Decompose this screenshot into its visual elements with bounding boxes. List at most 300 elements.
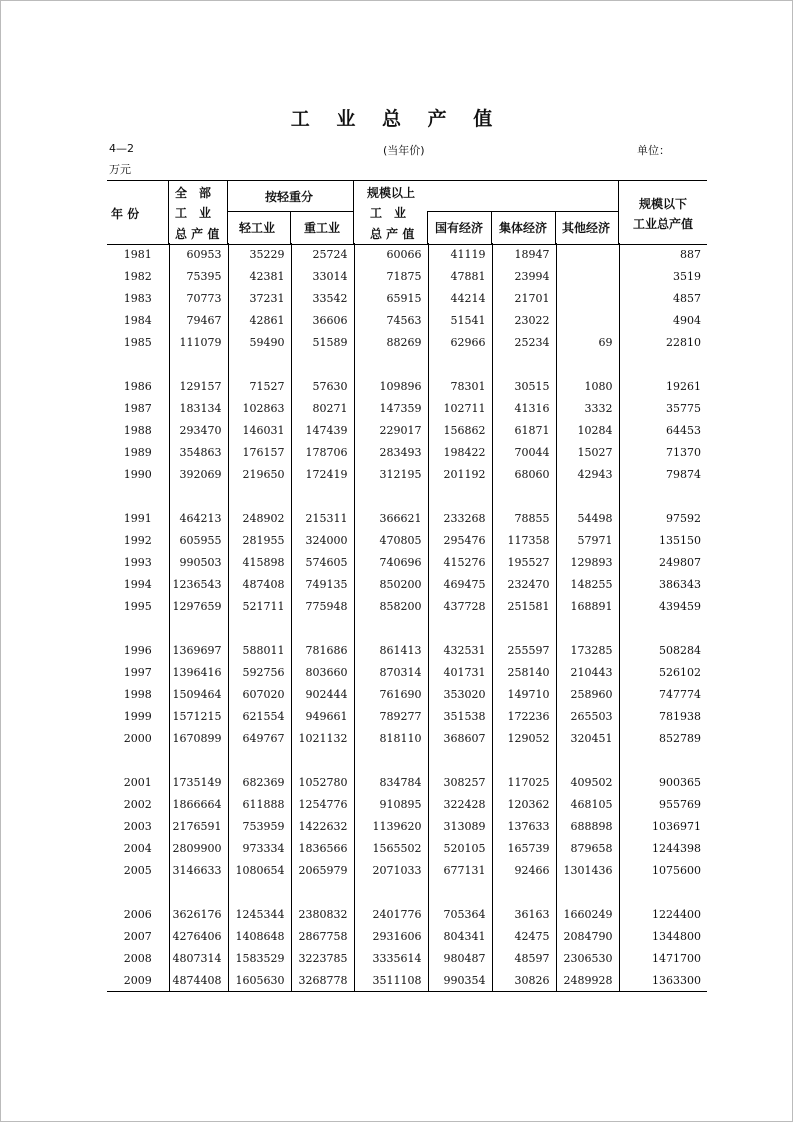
cell-year: 1988: [123, 423, 152, 437]
cell-above-scale: 818110: [354, 727, 428, 749]
cell-total: 293470: [169, 419, 228, 441]
cell-state: 47881: [428, 265, 492, 287]
cell-other: 173285: [556, 639, 619, 661]
cell-below-scale: 249807: [619, 551, 707, 573]
cell-collective: 70044: [492, 441, 556, 463]
cell-other: 57971: [556, 529, 619, 551]
cell-collective: 42475: [492, 925, 556, 947]
cell-year: 1993: [123, 555, 152, 569]
cell-year: 1982: [123, 269, 152, 283]
cell-light: 1583529: [228, 947, 291, 969]
cell-heavy: 57630: [291, 375, 354, 397]
cell-light: 219650: [228, 463, 291, 485]
cell-collective: 117358: [492, 529, 556, 551]
cell-heavy: 36606: [291, 309, 354, 331]
cell-above-scale: 229017: [354, 419, 428, 441]
cell-heavy: 949661: [291, 705, 354, 727]
cell-light: 42861: [228, 309, 291, 331]
cell-below-scale: 781938: [619, 705, 707, 727]
cell-total: 129157: [169, 375, 228, 397]
table-row: [107, 375, 707, 397]
table-row: [107, 793, 707, 815]
cell-collective: 30826: [492, 969, 556, 992]
header-above-line2: 工 业: [370, 206, 407, 220]
cell-collective: 117025: [492, 771, 556, 793]
cell-total: 1396416: [169, 661, 228, 683]
cell-heavy: 1254776: [291, 793, 354, 815]
cell-other: 168891: [556, 595, 619, 617]
cell-state: 51541: [428, 309, 492, 331]
cell-below-scale: 955769: [619, 793, 707, 815]
cell-heavy: 172419: [291, 463, 354, 485]
cell-above-scale: 858200: [354, 595, 428, 617]
table-row: [107, 727, 707, 749]
cell-other: 879658: [556, 837, 619, 859]
cell-other: 148255: [556, 573, 619, 595]
cell-collective: 30515: [492, 375, 556, 397]
cell-other: 1301436: [556, 859, 619, 881]
header-other: 其他经济: [562, 221, 611, 235]
table-row: [107, 925, 707, 947]
cell-total: 1236543: [169, 573, 228, 595]
cell-total: 1735149: [169, 771, 228, 793]
table-row: [107, 947, 707, 969]
cell-other: 1660249: [556, 903, 619, 925]
cell-above-scale: 147359: [354, 397, 428, 419]
table-header: [107, 180, 707, 245]
cell-collective: 48597: [492, 947, 556, 969]
cell-below-scale: 97592: [619, 507, 707, 529]
cell-below-scale: 35775: [619, 397, 707, 419]
cell-state: 233268: [428, 507, 492, 529]
header-below-line2: 工业总产值: [633, 217, 694, 231]
cell-heavy: 1836566: [291, 837, 354, 859]
cell-collective: 251581: [492, 595, 556, 617]
cell-year: 1994: [123, 577, 152, 591]
cell-light: 248902: [228, 507, 291, 529]
cell-year: 1996: [123, 643, 152, 657]
cell-year: 1999: [123, 709, 152, 723]
cell-collective: 172236: [492, 705, 556, 727]
cell-other: 320451: [556, 727, 619, 749]
cell-light: 176157: [228, 441, 291, 463]
cell-year: 2004: [123, 841, 152, 855]
group-spacer: [107, 749, 707, 771]
cell-total: 60953: [169, 243, 228, 265]
cell-collective: 41316: [492, 397, 556, 419]
cell-below-scale: 1224400: [619, 903, 707, 925]
cell-state: 980487: [428, 947, 492, 969]
cell-collective: 92466: [492, 859, 556, 881]
cell-state: 353020: [428, 683, 492, 705]
cell-below-scale: 887: [619, 243, 707, 265]
cell-collective: 120362: [492, 793, 556, 815]
cell-collective: 165739: [492, 837, 556, 859]
cell-year: 1984: [123, 313, 152, 327]
cell-collective: 195527: [492, 551, 556, 573]
cell-total: 1571215: [169, 705, 228, 727]
header-above-line1: 规模以上: [367, 186, 416, 200]
table-row: [107, 507, 707, 529]
cell-year: 1985: [123, 335, 152, 349]
cell-below-scale: 3519: [619, 265, 707, 287]
cell-light: 607020: [228, 683, 291, 705]
cell-other: 468105: [556, 793, 619, 815]
cell-total: 3146633: [169, 859, 228, 881]
cell-light: 621554: [228, 705, 291, 727]
cell-heavy: 749135: [291, 573, 354, 595]
cell-collective: 78855: [492, 507, 556, 529]
cell-total: 2809900: [169, 837, 228, 859]
header-total-line1: 全 部: [175, 186, 212, 200]
cell-above-scale: 1139620: [354, 815, 428, 837]
cell-heavy: 2065979: [291, 859, 354, 881]
cell-total: 1297659: [169, 595, 228, 617]
cell-collective: 129052: [492, 727, 556, 749]
cell-year: 2001: [123, 775, 152, 789]
cell-state: 415276: [428, 551, 492, 573]
cell-below-scale: 4904: [619, 309, 707, 331]
cell-other: 258960: [556, 683, 619, 705]
cell-total: 392069: [169, 463, 228, 485]
header-state: 国有经济: [435, 221, 484, 235]
table-row: [107, 815, 707, 837]
cell-heavy: 3268778: [291, 969, 354, 992]
cell-heavy: 324000: [291, 529, 354, 551]
cell-below-scale: 1075600: [619, 859, 707, 881]
cell-below-scale: 22810: [619, 331, 707, 353]
cell-other: 2489928: [556, 969, 619, 992]
cell-heavy: 1052780: [291, 771, 354, 793]
cell-light: 1080654: [228, 859, 291, 881]
cell-light: 753959: [228, 815, 291, 837]
cell-other: 42943: [556, 463, 619, 485]
cell-state: 990354: [428, 969, 492, 992]
group-spacer: [107, 881, 707, 903]
cell-total: 79467: [169, 309, 228, 331]
cell-above-scale: 3511108: [354, 969, 428, 992]
cell-below-scale: 1244398: [619, 837, 707, 859]
cell-other: 15027: [556, 441, 619, 463]
cell-year: 1983: [123, 291, 152, 305]
cell-state: 401731: [428, 661, 492, 683]
cell-light: 973334: [228, 837, 291, 859]
cell-year: 1981: [123, 247, 152, 261]
cell-year: 2002: [123, 797, 152, 811]
cell-above-scale: 470805: [354, 529, 428, 551]
cell-state: 368607: [428, 727, 492, 749]
cell-heavy: 1422632: [291, 815, 354, 837]
cell-state: 804341: [428, 925, 492, 947]
cell-above-scale: 910895: [354, 793, 428, 815]
cell-state: 44214: [428, 287, 492, 309]
cell-year: 1987: [123, 401, 152, 415]
unit-value: 万元: [109, 163, 131, 176]
cell-year: 1997: [123, 665, 152, 679]
cell-state: 437728: [428, 595, 492, 617]
cell-total: 3626176: [169, 903, 228, 925]
cell-light: 59490: [228, 331, 291, 353]
cell-above-scale: 88269: [354, 331, 428, 353]
table-row: [107, 309, 707, 331]
cell-year: 1995: [123, 599, 152, 613]
cell-year: 1990: [123, 467, 152, 481]
cell-light: 415898: [228, 551, 291, 573]
cell-total: 1369697: [169, 639, 228, 661]
cell-other: 688898: [556, 815, 619, 837]
cell-year: 2005: [123, 863, 152, 877]
cell-light: 682369: [228, 771, 291, 793]
cell-below-scale: 439459: [619, 595, 707, 617]
cell-above-scale: 2931606: [354, 925, 428, 947]
cell-heavy: 33014: [291, 265, 354, 287]
cell-above-scale: 2071033: [354, 859, 428, 881]
cell-above-scale: 740696: [354, 551, 428, 573]
cell-below-scale: 71370: [619, 441, 707, 463]
cell-heavy: 803660: [291, 661, 354, 683]
cell-light: 102863: [228, 397, 291, 419]
cell-collective: 68060: [492, 463, 556, 485]
cell-light: 146031: [228, 419, 291, 441]
table-row: [107, 661, 707, 683]
header-light-heavy: 按轻重分: [265, 190, 314, 204]
cell-below-scale: 4857: [619, 287, 707, 309]
cell-state: 156862: [428, 419, 492, 441]
table-row: [107, 529, 707, 551]
cell-year: 2008: [123, 951, 152, 965]
cell-above-scale: 312195: [354, 463, 428, 485]
cell-other: 2084790: [556, 925, 619, 947]
header-year: 年 份: [111, 207, 140, 221]
cell-heavy: 33542: [291, 287, 354, 309]
group-spacer: [107, 617, 707, 639]
cell-above-scale: 283493: [354, 441, 428, 463]
cell-state: 520105: [428, 837, 492, 859]
cell-above-scale: 71875: [354, 265, 428, 287]
cell-below-scale: 1036971: [619, 815, 707, 837]
cell-below-scale: 64453: [619, 419, 707, 441]
cell-collective: 21701: [492, 287, 556, 309]
cell-state: 432531: [428, 639, 492, 661]
table-row: [107, 771, 707, 793]
cell-above-scale: 74563: [354, 309, 428, 331]
cell-total: 4874408: [169, 969, 228, 992]
cell-heavy: 1021132: [291, 727, 354, 749]
header-total-line2: 工 业: [175, 206, 212, 220]
cell-heavy: 775948: [291, 595, 354, 617]
cell-other: [556, 287, 619, 309]
table-row: [107, 837, 707, 859]
table-row: [107, 551, 707, 573]
cell-above-scale: 850200: [354, 573, 428, 595]
cell-heavy: 781686: [291, 639, 354, 661]
cell-state: 295476: [428, 529, 492, 551]
cell-below-scale: 1471700: [619, 947, 707, 969]
cell-light: 1245344: [228, 903, 291, 925]
cell-light: 71527: [228, 375, 291, 397]
cell-heavy: 51589: [291, 331, 354, 353]
cell-other: 210443: [556, 661, 619, 683]
cell-state: 201192: [428, 463, 492, 485]
table-row: [107, 595, 707, 617]
cell-year: 1992: [123, 533, 152, 547]
table-row: [107, 859, 707, 881]
header-heavy: 重工业: [304, 221, 341, 235]
table-row: [107, 639, 707, 661]
cell-heavy: 147439: [291, 419, 354, 441]
cell-state: 705364: [428, 903, 492, 925]
data-table: [107, 243, 707, 992]
cell-below-scale: 852789: [619, 727, 707, 749]
price-note: (当年价): [383, 144, 425, 157]
table-row: [107, 463, 707, 485]
cell-light: 611888: [228, 793, 291, 815]
cell-collective: 149710: [492, 683, 556, 705]
cell-year: 1991: [123, 511, 152, 525]
cell-total: 75395: [169, 265, 228, 287]
cell-state: 41119: [428, 243, 492, 265]
cell-year: 2006: [123, 907, 152, 921]
cell-above-scale: 2401776: [354, 903, 428, 925]
table-row: [107, 441, 707, 463]
cell-below-scale: 135150: [619, 529, 707, 551]
cell-total: 354863: [169, 441, 228, 463]
header-light: 轻工业: [239, 221, 276, 235]
cell-total: 183134: [169, 397, 228, 419]
page-title: 工 业 总 产 值: [290, 108, 503, 130]
cell-heavy: 178706: [291, 441, 354, 463]
cell-other: 265503: [556, 705, 619, 727]
table-number: 4—2: [109, 142, 134, 155]
cell-light: 1408648: [228, 925, 291, 947]
cell-state: 677131: [428, 859, 492, 881]
cell-collective: 25234: [492, 331, 556, 353]
table-row: [107, 243, 707, 265]
table-row: [107, 397, 707, 419]
cell-collective: 232470: [492, 573, 556, 595]
cell-light: 42381: [228, 265, 291, 287]
cell-other: 129893: [556, 551, 619, 573]
cell-below-scale: 19261: [619, 375, 707, 397]
cell-state: 313089: [428, 815, 492, 837]
cell-below-scale: 900365: [619, 771, 707, 793]
cell-heavy: 574605: [291, 551, 354, 573]
header-total-line3: 总 产 值: [175, 227, 220, 241]
cell-year: 1989: [123, 445, 152, 459]
cell-year: 2003: [123, 819, 152, 833]
cell-state: 102711: [428, 397, 492, 419]
cell-above-scale: 3335614: [354, 947, 428, 969]
unit-label: 单位：: [637, 144, 670, 157]
cell-year: 2000: [123, 731, 152, 745]
cell-heavy: 3223785: [291, 947, 354, 969]
cell-other: [556, 309, 619, 331]
cell-heavy: 25724: [291, 243, 354, 265]
cell-above-scale: 1565502: [354, 837, 428, 859]
cell-state: 322428: [428, 793, 492, 815]
cell-total: 990503: [169, 551, 228, 573]
header-above-line3: 总 产 值: [370, 227, 415, 241]
cell-other: 409502: [556, 771, 619, 793]
cell-total: 605955: [169, 529, 228, 551]
cell-below-scale: 747774: [619, 683, 707, 705]
table-row: [107, 331, 707, 353]
cell-above-scale: 870314: [354, 661, 428, 683]
cell-other: 2306530: [556, 947, 619, 969]
table-row: [107, 705, 707, 727]
cell-other: [556, 265, 619, 287]
table-row: [107, 969, 707, 992]
cell-heavy: 215311: [291, 507, 354, 529]
cell-total: 1866664: [169, 793, 228, 815]
cell-light: 281955: [228, 529, 291, 551]
cell-other: 10284: [556, 419, 619, 441]
cell-state: 78301: [428, 375, 492, 397]
cell-collective: 258140: [492, 661, 556, 683]
cell-state: 469475: [428, 573, 492, 595]
cell-collective: 36163: [492, 903, 556, 925]
cell-collective: 255597: [492, 639, 556, 661]
cell-above-scale: 109896: [354, 375, 428, 397]
cell-state: 198422: [428, 441, 492, 463]
cell-other: 69: [556, 331, 619, 353]
cell-above-scale: 761690: [354, 683, 428, 705]
cell-below-scale: 79874: [619, 463, 707, 485]
cell-below-scale: 526102: [619, 661, 707, 683]
cell-total: 4276406: [169, 925, 228, 947]
cell-heavy: 2867758: [291, 925, 354, 947]
cell-below-scale: 1363300: [619, 969, 707, 992]
table-row: [107, 903, 707, 925]
cell-state: 351538: [428, 705, 492, 727]
cell-heavy: 902444: [291, 683, 354, 705]
cell-above-scale: 60066: [354, 243, 428, 265]
cell-heavy: 80271: [291, 397, 354, 419]
cell-light: 588011: [228, 639, 291, 661]
cell-total: 1670899: [169, 727, 228, 749]
cell-total: 4807314: [169, 947, 228, 969]
cell-total: 70773: [169, 287, 228, 309]
cell-below-scale: 1344800: [619, 925, 707, 947]
cell-total: 464213: [169, 507, 228, 529]
cell-other: [556, 243, 619, 265]
cell-collective: 23994: [492, 265, 556, 287]
cell-above-scale: 65915: [354, 287, 428, 309]
cell-total: 1509464: [169, 683, 228, 705]
table-row: [107, 265, 707, 287]
cell-year: 2009: [123, 973, 152, 987]
cell-light: 592756: [228, 661, 291, 683]
cell-state: 62966: [428, 331, 492, 353]
cell-above-scale: 366621: [354, 507, 428, 529]
cell-light: 487408: [228, 573, 291, 595]
cell-collective: 61871: [492, 419, 556, 441]
cell-total: 2176591: [169, 815, 228, 837]
cell-year: 1986: [123, 379, 152, 393]
cell-light: 37231: [228, 287, 291, 309]
group-spacer: [107, 353, 707, 375]
header-collective: 集体经济: [499, 221, 548, 235]
cell-light: 1605630: [228, 969, 291, 992]
table-row: [107, 419, 707, 441]
cell-heavy: 2380832: [291, 903, 354, 925]
table-row: [107, 683, 707, 705]
cell-collective: 18947: [492, 243, 556, 265]
cell-collective: 23022: [492, 309, 556, 331]
cell-light: 521711: [228, 595, 291, 617]
cell-below-scale: 386343: [619, 573, 707, 595]
cell-other: 3332: [556, 397, 619, 419]
